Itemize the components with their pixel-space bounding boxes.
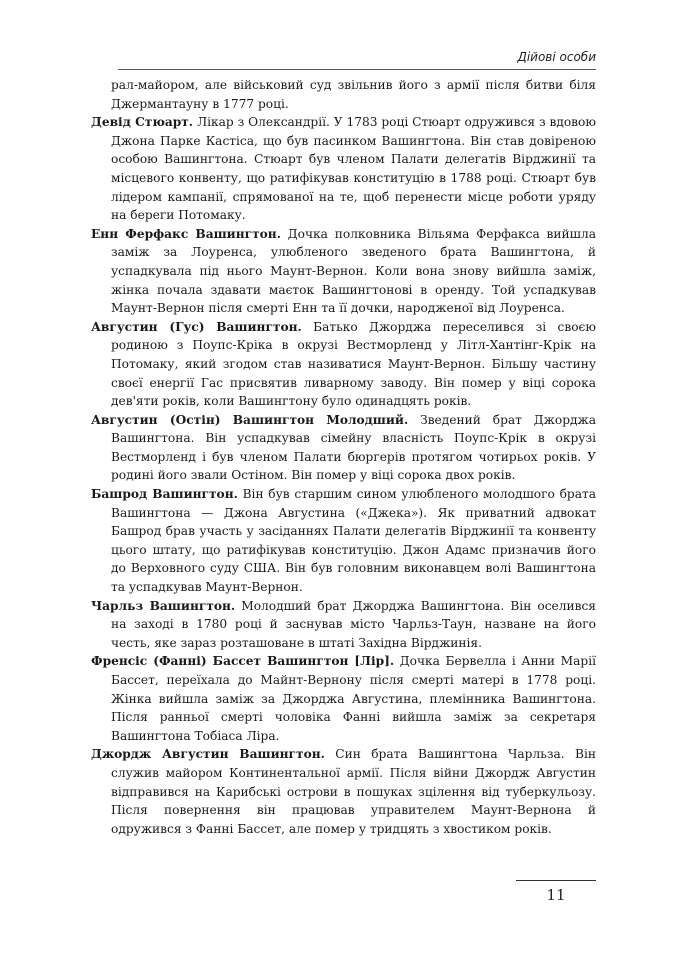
entry-text: Син брата Вашингтона Чарльза. Він служив майором Континентальної армії. Після війни Джордж Августин відправився на Карибські острови в пошуках зцілення від туберкульозу. Після повернення він працював управителем Маунт-Вернона й одружився з Фанні Бассет, але помер у тридцять з хвостиком років. [111,747,597,836]
entry-text: Лікар з Олександрії. У 1783 році Стюарт одружився з вдовою Джона Парке Кастіса, що був пасинком Вашингтона. Він став довіреною особою Вашингтона. Стюарт був членом Палати делегатів Вірджинії та місцевого конвенту, що ратифікував конституцію в 1788 році. Стюарт був лідером кампанії, спрямованої на те, щоб перенести місце роботи уряду на береги Потомаку. [111,115,596,223]
entry-text: Дочка полковника Вільяма Ферфакса вийшла заміж за Лоуренса, улюбленого зведеного брата Вашингтона, й успадкувала під нього Маунт-Вернон. Коли вона знову вийшла заміж, жінка почала здавати маєток Вашингтонові в оренду. Той успадкував Маунт-Вернон після смерті Енн та її дочки, народженої від Лоуренса. [111,226,596,316]
entry-augustine-austin-washington-jr [91,411,596,485]
entry-frances-fanny-bassett-washington [91,652,596,745]
entry-david-stuart [91,113,596,225]
entry-text: рал-майором, але військовий суд звільнив його з армії після битви біля Джермантауну в 1777 році. [111,78,596,111]
page-number: 11 [546,886,566,904]
entry-name: Августин (Гус) Вашингтон. [91,319,302,334]
entry-name: Девід Стюарт. [91,115,194,130]
entry-text: Він був старшим сином улюбленого молодшого брата Вашингтона — Джона Августина («Джека»). Як приватний адвокат Башрод брав участь у засіданнях Палати делегатів Вірджинії та конвенту цього штату, що ратифікував конституцію. Джон Адамс призначив його до Верховного суду США. Він був головним виконавцем волі Вашингтона та успадкував Маунт-Вернон. [111,487,596,595]
entry-name: Чарльз Вашингтон. [91,598,236,613]
entry-augustine-gus-washington [91,318,596,411]
entry-name: Джордж Августин Вашингтон. [91,747,325,762]
header-divider [118,69,596,70]
entry-text: Дочка Бервелла і Анни Марії Бассет, переїхала до Майнт-Вернону після смерті матері в 1778 році. Жінка вийшла заміж за Джорджа Августина, племінника Вашингтона. Після ранньої смерті чоловіка Фанні вийшла заміж за секретаря Вашингтона Тобіаса Ліра. [111,654,596,743]
entry-name: Башрод Вашингтон. [91,487,238,502]
entry-continuation [91,76,596,113]
entry-charles-washington [91,597,596,653]
entry-text: Зведений брат Джорджа Вашингтона. Він успадкував сімейну власність Поупс-Крік в окрузі Вестморленд і був членом Палати бюргерів протягом чотирьох років. У родині його звали Остіном. Він помер у віці сорока двох років. [111,412,596,483]
entry-text: Молодший брат Джорджа Вашингтона. Він оселився на заході в 1780 році й заснував місто Чарльз-Таун, назване на його честь, яке зараз розташоване в штаті Західна Вірджинія. [111,598,596,650]
entry-name: Августин (Остін) Вашингтон Молодший. [91,412,409,427]
footer-divider [516,880,596,881]
glossary-body [91,76,596,838]
entry-name: Френсіс (Фанні) Бассет Вашингтон [Лір]. [91,654,395,669]
running-header-section-title: Дійові особи [517,50,596,64]
entry-george-augustine-washington [91,745,596,838]
entry-bushrod-washington [91,485,596,597]
entry-ann-fairfax-washington [91,225,596,318]
entry-name: Енн Ферфакс Вашингтон. [91,226,281,241]
entry-text: Батько Джорджа переселився зі своєю родиною з Поупс-Кріка в окрузі Вестморленд у Літл-Хантінг-Крік на Потомаку, який згодом став називатися Маунт-Вернон. Більшу частину своєї енергії Гас присвятив ливарному заводу. Він помер у віці сорока дев'яти років, коли Вашингтону було одинадцять років. [111,319,596,409]
